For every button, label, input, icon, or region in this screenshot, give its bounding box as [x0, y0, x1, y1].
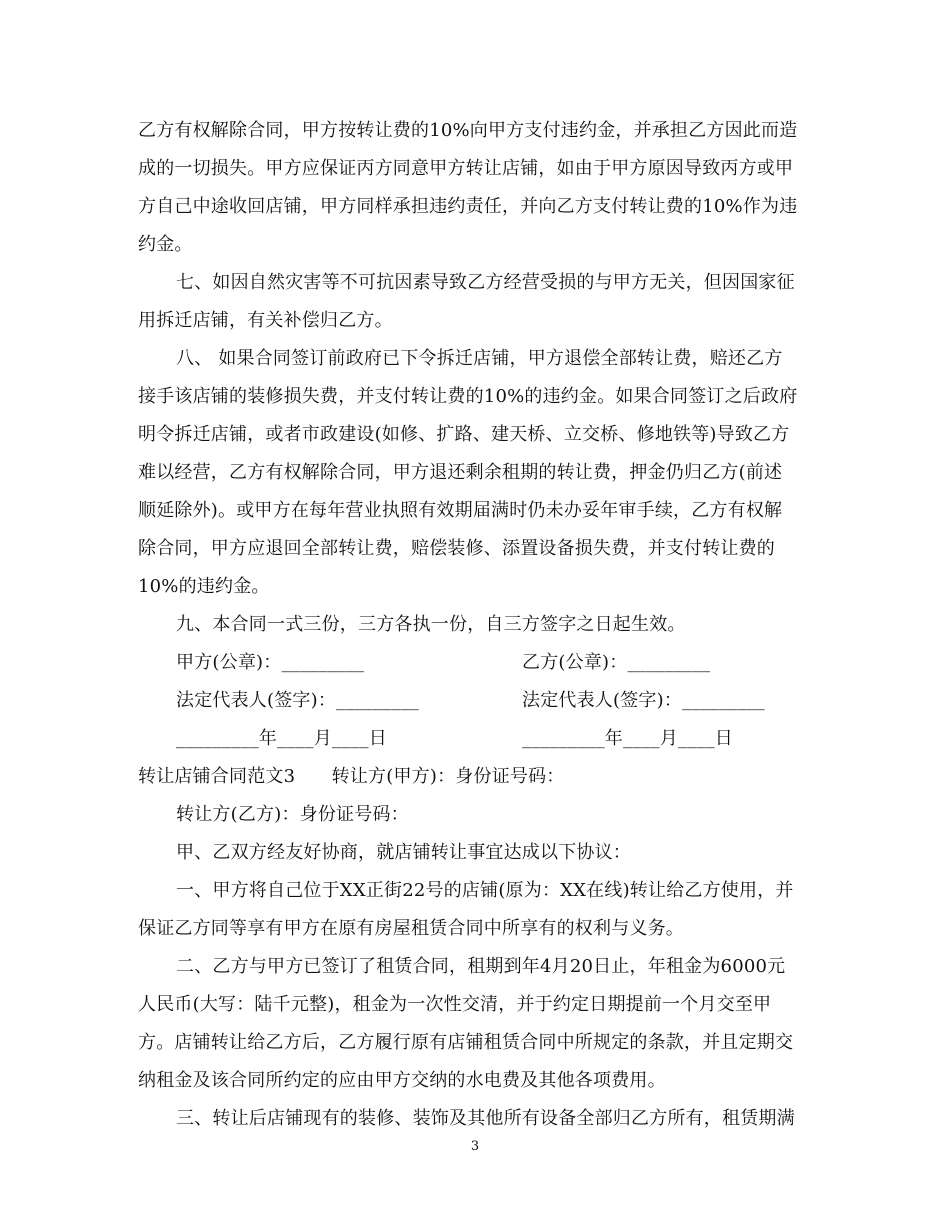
clause-one-line: 一、甲方将自己位于XX正街22号的店铺(原为：XX在线)转让给乙方使用，并 [176, 880, 794, 901]
party-b-seal-field: 乙方(公章)：_________ [522, 652, 711, 673]
paragraph-line: 用拆迁店铺，有关补偿归乙方。 [138, 310, 393, 331]
clause-two-line: 二、乙方与甲方已签订了租赁合同，租期到年4月20日止，年租金为6000元 [176, 956, 786, 977]
party-a-seal-field: 甲方(公章)：_________ [176, 652, 365, 673]
paragraph-line: 除合同，甲方应退回全部转让费，赔偿装修、添置设备损失费，并支付转让费的 [138, 538, 775, 559]
clause-nine-line: 九、本合同一式三份，三方各执一份，自三方签字之日起生效。 [176, 614, 686, 635]
paragraph-line: 顺延除外)。或甲方在每年营业执照有效期届满时仍未办妥年审手续，乙方有权解 [138, 500, 783, 521]
clause-seven-line: 七、如因自然灾害等不可抗因素导致乙方经营受损的与甲方无关，但因国家征 [176, 272, 795, 293]
paragraph-line: 纳租金及该合同所约定的应由甲方交纳的水电费及其他各项费用。 [138, 1070, 666, 1091]
paragraph-line: 10%的违约金。 [138, 576, 270, 597]
section-heading: 转让店铺合同范文3 转让方(甲方)：身份证号码： [138, 766, 565, 787]
party-a-representative-field: 法定代表人(签字)：_________ [176, 690, 419, 711]
paragraph-line: 乙方有权解除合同，甲方按转让费的10%向甲方支付违约金，并承担乙方因此而造 [138, 120, 798, 141]
party-b-representative-field: 法定代表人(签字)：_________ [522, 690, 765, 711]
paragraph-line: 人民币(大写：陆千元整)，租金为一次性交清，并于约定日期提前一个月交至甲 [138, 994, 772, 1015]
agreement-intro-line: 甲、乙双方经友好协商，就店铺转让事宜达成以下协议： [176, 842, 631, 863]
paragraph-line: 方。店铺转让给乙方后，乙方履行原有店铺租赁合同中所规定的条款，并且定期交 [138, 1032, 794, 1053]
paragraph-line: 接手该店铺的装修损失费，并支付转让费的10%的违约金。如果合同签订之后政府 [138, 386, 798, 407]
transferee-line: 转让方(乙方)：身份证号码： [176, 804, 409, 825]
clause-three-line: 三、转让后店铺现有的装修、装饰及其他所有设备全部归乙方所有，租赁期满 [176, 1108, 795, 1129]
paragraph-line: 方自己中途收回店铺，甲方同样承担违约责任，并向乙方支付转让费的10%作为违 [138, 196, 798, 217]
party-a-date-field: _________年____月____日 [176, 728, 387, 749]
page-number: 3 [470, 1139, 480, 1154]
paragraph-line: 成的一切损失。甲方应保证丙方同意甲方转让店铺，如由于甲方原因导致丙方或甲 [138, 158, 794, 179]
paragraph-line: 难以经营，乙方有权解除合同，甲方退还剩余租期的转让费，押金仍归乙方(前述 [138, 462, 783, 483]
paragraph-line: 保证乙方同等享有甲方在原有房屋租赁合同中所享有的权利与义务。 [138, 918, 684, 939]
clause-eight-line: 八、 如果合同签订前政府已下令拆迁店铺，甲方退偿全部转让费，赔还乙方 [176, 348, 783, 369]
paragraph-line: 约金。 [138, 234, 193, 255]
paragraph-line: 明令拆迁店铺，或者市政建设(如修、扩路、建天桥、立交桥、修地铁等)导致乙方 [138, 424, 790, 445]
party-b-date-field: _________年____月____日 [522, 728, 733, 749]
